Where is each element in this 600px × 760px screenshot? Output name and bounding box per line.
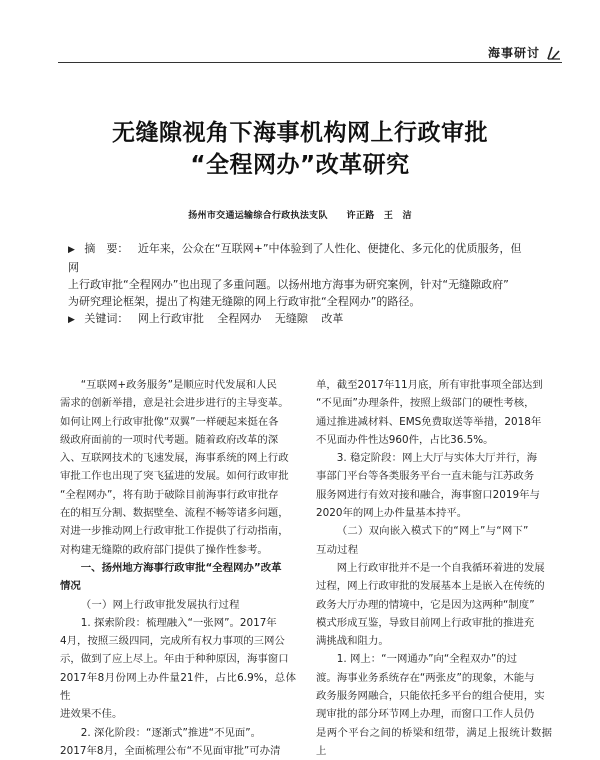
body-line: 4月，按照三级四同，完成所有权力事项的三网公 — [60, 635, 285, 648]
triangle-bullet-icon: ▶ — [68, 245, 75, 255]
body-line: 事部门平台等各类服务平台一直未能与江苏政务 — [316, 470, 535, 483]
body-line: 2. 深化阶段：“逐渐式”推进“不见面”。 — [80, 726, 262, 739]
body-line: 进效果不佳。 — [60, 708, 123, 721]
body-line: 审批工作也出现了突飞猛进的发展。如何行政审批 — [60, 470, 289, 483]
section-heading: 一、扬州地方海事行政审批“全程网办”改革 — [80, 561, 282, 574]
body-line: 3. 稳定阶段：网上大厅与实体大厅并行，海 — [336, 452, 538, 465]
body-line: 1. 网上：“一网通办”向“全程双办”的过 — [336, 653, 518, 666]
body-line: 2017年8月，全面梳理公布“不见面审批”可办清 — [60, 744, 281, 757]
abstract-text-line-1: 近年来，公众在“互联网+”中体验到了人性化、便捷化、多元化的优质服务，但网 — [68, 242, 522, 274]
body-line: 单，截至2017年11月底，所有审批事项全部达到 — [316, 379, 543, 391]
body-line: 过程，网上行政审批的发展基本上是嵌入在传统的 — [316, 580, 545, 593]
keyword: 全程网办 — [217, 312, 262, 325]
subsection-heading: （一）网上行政审批发展执行过程 — [80, 598, 240, 611]
body-line: 渡。海事业务系统存在“两张皮”的现象，木能与 — [316, 671, 535, 684]
body-line: 政务大厅办理的情境中，它是因为这两种“制度” — [316, 598, 535, 611]
keyword: 无缝隙 — [274, 312, 308, 325]
body-line: 如何让网上行政审批像“双翼”一样硬起来挺在各 — [60, 415, 279, 428]
body-line: “互联网+政务服务”是顺应时代发展和人民 — [80, 379, 277, 391]
body-line: 示，做到了应上尽上。年由于种种原因，海事窗口 — [60, 653, 289, 666]
body-line: 通过推进减材料、EMS免费取送等举措，2018年 — [316, 415, 542, 428]
body-line: “不见面”办理条件，按照上级部门的硬性考核， — [316, 397, 535, 410]
body-line: 入、互联网技术的飞速发展，海事系统的网上行政 — [60, 452, 289, 465]
abstract-label: 摘 要： — [84, 242, 129, 255]
body-line: 级政府面前的一项时代考题。随着政府改革的深 — [60, 433, 279, 446]
triangle-bullet-icon: ▶ — [68, 315, 75, 325]
body-line: 服务网进行有效对接和融合，海事窗口2019年与 — [316, 488, 540, 501]
body-line: 网上行政审批并不是一个自我循环着进的发展 — [336, 561, 545, 574]
keyword: 改革 — [321, 312, 344, 325]
running-header — [488, 44, 562, 61]
author-line — [60, 208, 540, 221]
body-line: 不见面办件性达960件，占比36.5%。 — [316, 433, 494, 446]
subsection-heading: （二）双向嵌入模式下的“网上”与“网下” — [336, 525, 529, 538]
body-line: 对构建无缝隙的政府部门提供了操作性参考。 — [60, 543, 268, 556]
article-title-line-2: “全程网办”改革研究 — [190, 152, 410, 178]
keyword: 网上行政审批 — [137, 312, 204, 325]
body-line: “全程网办”，将有助于破除目前海事行政审批存 — [60, 488, 279, 501]
abstract-text-line-2: 上行政审批“全程网办”也出现了多重问题。以扬州地方海事为研究案例，针对“无缝隙政府” — [68, 278, 509, 291]
body-line: 是两个平台之间的桥梁和纽带，满足上报统计数据上 — [316, 726, 552, 757]
body-line: 2017年8月份网上办件量21件，占比6.9%，总体性 — [60, 671, 296, 703]
pen-mark-icon — [546, 45, 562, 61]
header-rule — [58, 62, 562, 63]
body-line: 2020年的网上办件量基本持平。 — [316, 507, 468, 520]
abstract-text-line-3: 为研究理论框架，提出了构建无缝隙的网上行政审批“全程网办”的路径。 — [68, 295, 421, 308]
keywords-label: 关键词： — [84, 312, 129, 325]
body-line: 满挑战和阻力。 — [316, 635, 389, 648]
author-names: 许正路 王 洁 — [346, 211, 412, 221]
body-line: 在的相互分割、数据壁垒、流程不畅等诸多问题， — [60, 507, 289, 520]
subsection-heading-cont: 互动过程 — [316, 543, 359, 556]
body-line: 1. 探索阶段：梳理融入“一张网”。2017年 — [80, 616, 277, 629]
body-column-right — [316, 376, 552, 760]
body-line: 模式形成互鉴，导致目前网上行政审批的推进充 — [316, 616, 535, 629]
body-line: 需求的创新举措，意是社会进步进行的主导变革。 — [60, 397, 289, 410]
section-label: 海事研讨 — [487, 46, 540, 60]
body-column-left — [60, 376, 296, 760]
author-affiliation: 扬州市交通运输综合行政执法支队 — [188, 211, 328, 221]
section-heading-cont: 情况 — [60, 580, 81, 593]
body-line: 对进一步推动网上行政审批工作提供了行动指南， — [60, 525, 289, 538]
abstract-block — [68, 240, 530, 329]
body-line: 政务服务网融合，只能依托多平台的组合使用，实 — [316, 690, 545, 703]
body-line: 现审批的部分环节网上办理，而窗口工作人员仍 — [316, 708, 535, 721]
article-title-line-1: 无缝隙视角下海事机构网上行政审批 — [112, 120, 488, 146]
